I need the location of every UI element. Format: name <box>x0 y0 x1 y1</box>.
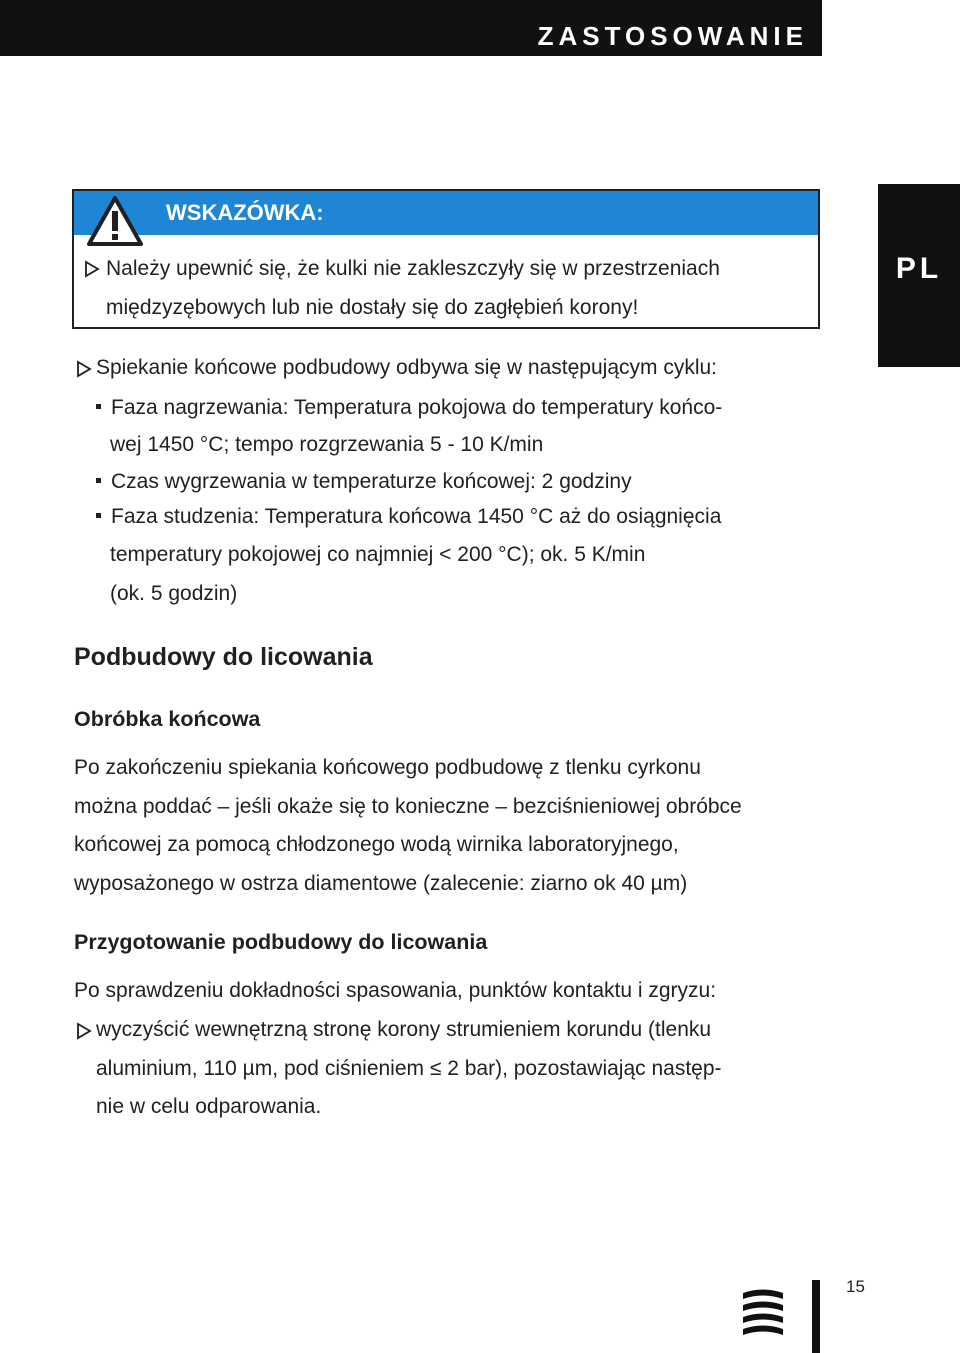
sintering-bullet: Faza nagrzewania: Temperatura pokojowa do temperatury końco- <box>96 389 856 426</box>
page-number: 15 <box>846 1277 865 1296</box>
hint-box <box>72 189 820 329</box>
hint-line: Należy upewnić się, że kulki nie zakleszczyły się w przestrzeniach <box>82 249 810 288</box>
warning-triangle-icon <box>86 195 144 247</box>
hint-title: WSKAZÓWKA: <box>166 200 324 225</box>
sintering-bullet-cont: temperatury pokojowej co najmniej < 200 °C); ok. 5 K/min <box>110 543 646 566</box>
hint-header <box>74 191 818 235</box>
finishing-paragraph: Po zakończeniu spiekania końcowego podbudowę z tlenku cyrkonu można poddać – jeśli okaże się to konieczne – bezciśnieniowej obróbce końcowej za pomocą chłodzonego wodą wirnika laboratoryjnego, wyposażonego w ostrza diamentowe (zalecenie: ziarno ok 40 µm) <box>74 756 742 895</box>
hint-text <box>82 249 810 327</box>
language-label: PL <box>895 252 943 285</box>
sintering-intro: Spiekanie końcowe podbudowy odbywa się w następującym cyklu: <box>74 349 834 388</box>
arrow-right-icon <box>76 1022 92 1040</box>
section-heading: Podbudowy do licowania <box>74 643 373 671</box>
bullet-square-icon <box>96 513 101 518</box>
preparation-heading: Przygotowanie podbudowy do licowania <box>74 930 488 954</box>
sintering-bullet-cont: wej 1450 °C; tempo rozgrzewania 5 - 10 K/min <box>110 433 544 456</box>
header-bar <box>0 0 822 56</box>
brand-logo-icon <box>740 1287 786 1335</box>
hint-line: międzyzębowych lub nie dostały się do zagłębień korony! <box>106 296 639 319</box>
preparation-intro: Po sprawdzeniu dokładności spasowania, punktów kontaktu i zgryzu: <box>74 979 717 1002</box>
sintering-bullet: Faza studzenia: Temperatura końcowa 1450 °C aż do osiągnięcia <box>96 498 856 535</box>
arrow-right-icon <box>84 260 100 278</box>
preparation-step: wyczyścić wewnętrzną stronę korony strumieniem korundu (tlenku aluminium, 110 µm, pod ciśnieniem ≤ 2 bar), pozostawiając następ- nie w celu odparowania. <box>74 1011 834 1127</box>
sintering-bullet: Czas wygrzewania w temperaturze końcowej: 2 godziny <box>96 463 856 500</box>
bullet-square-icon <box>96 404 101 409</box>
bullet-square-icon <box>96 478 101 483</box>
sintering-bullet-cont: (ok. 5 godzin) <box>110 582 238 605</box>
section-title: ZASTOSOWANIE <box>537 21 808 51</box>
language-tab <box>878 184 960 367</box>
finishing-heading: Obróbka końcowa <box>74 707 261 731</box>
footer-divider <box>812 1280 820 1353</box>
arrow-right-icon <box>76 360 92 378</box>
